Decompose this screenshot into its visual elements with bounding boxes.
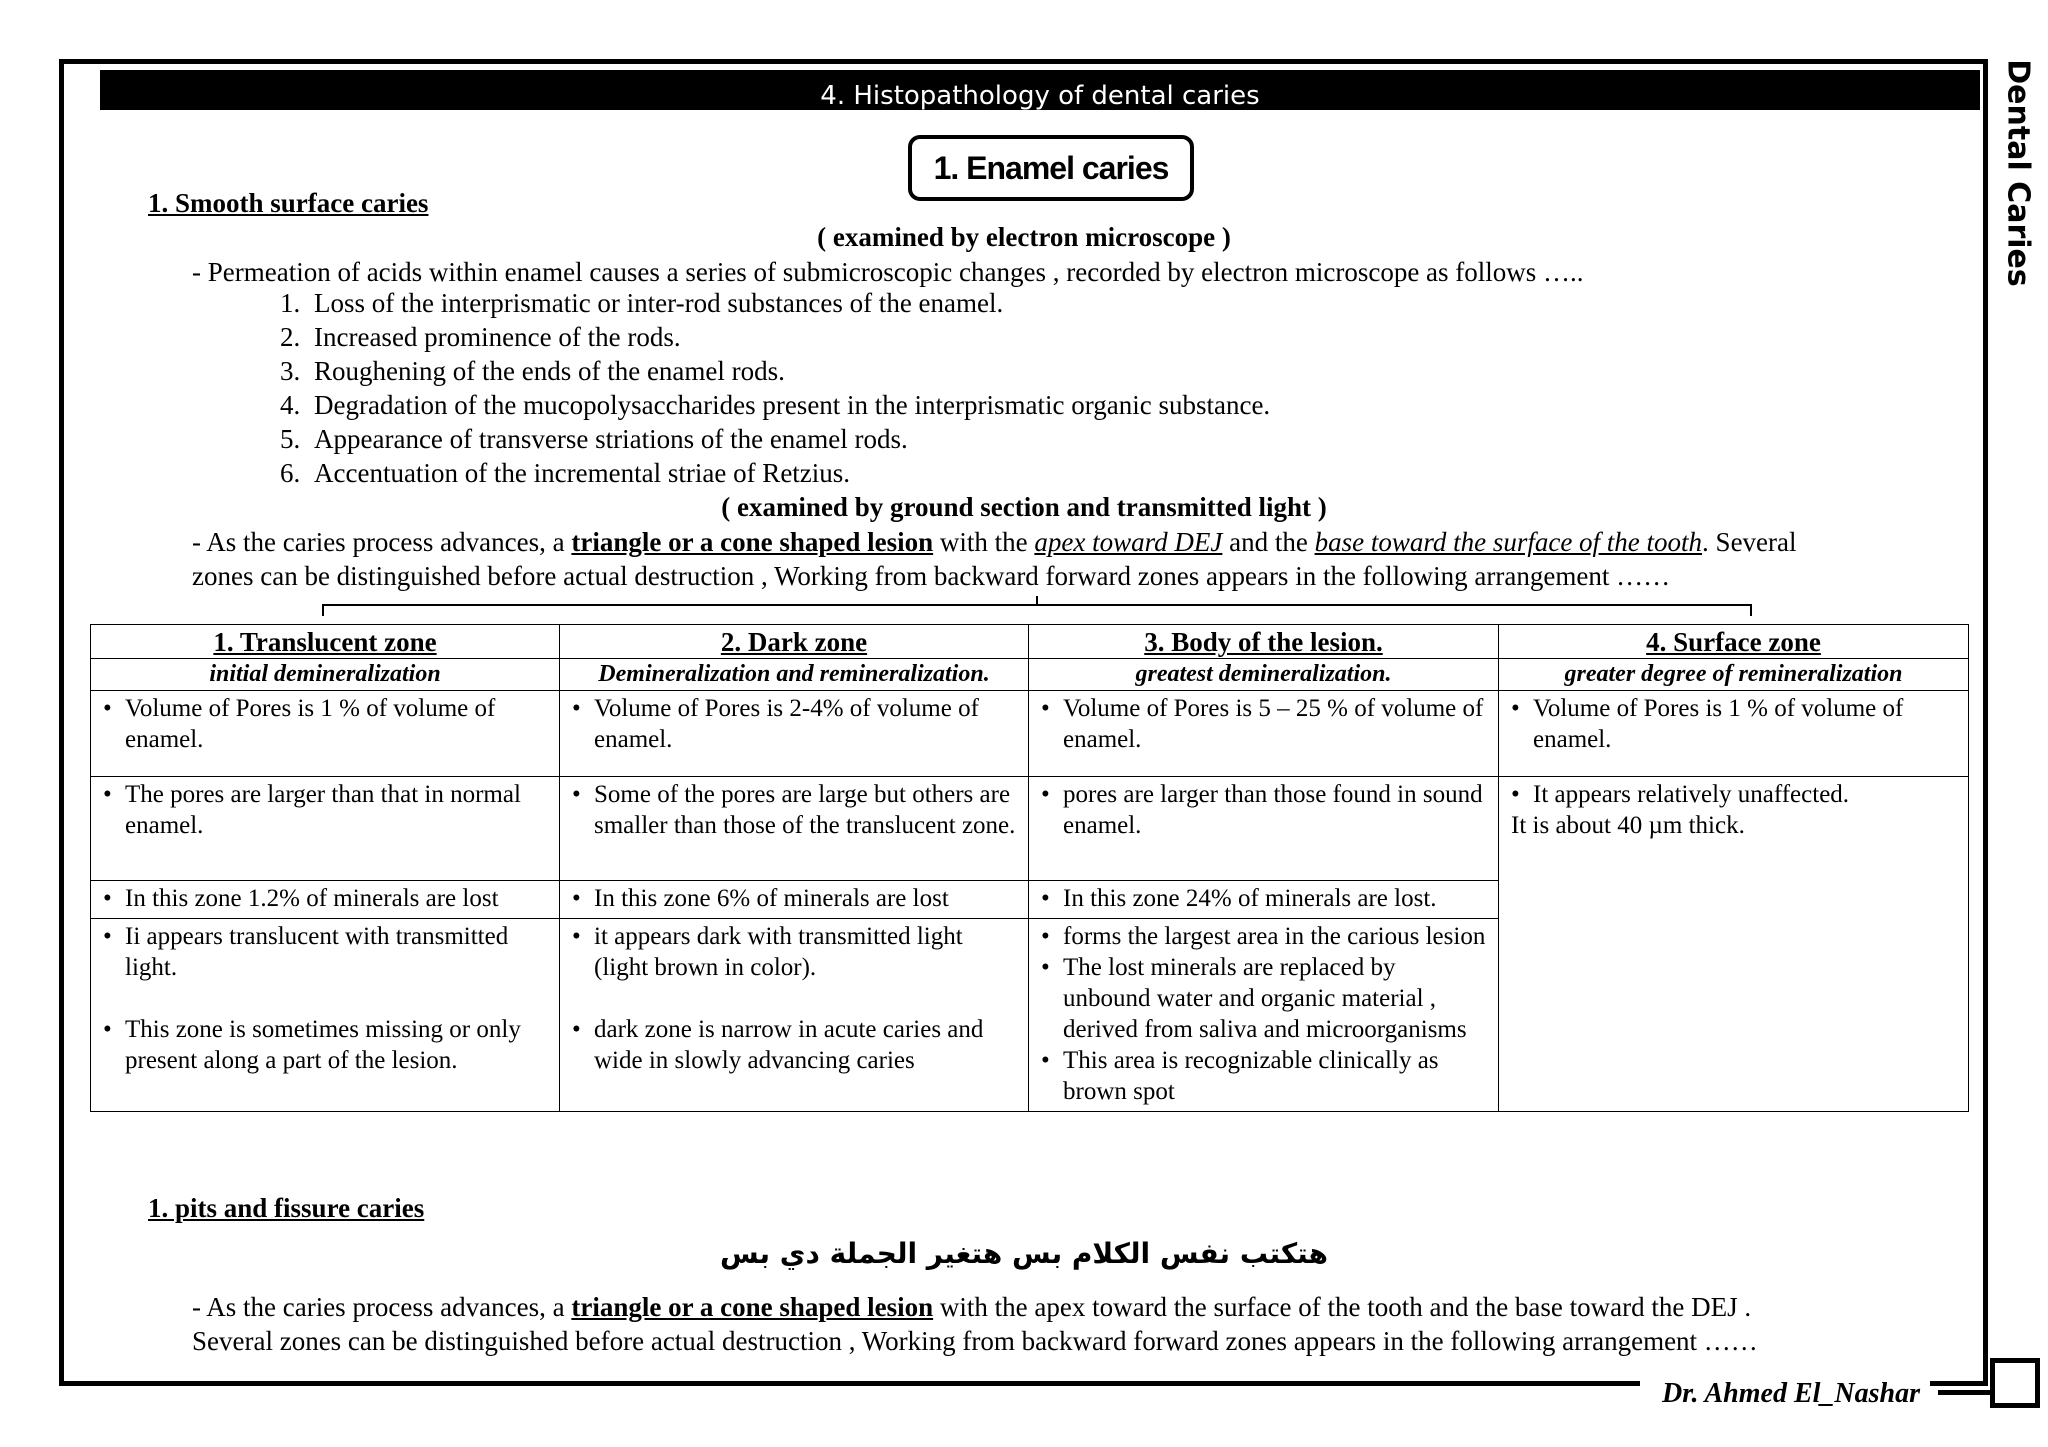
zone-header-body: 3. Body of the lesion. — [1029, 625, 1499, 659]
arabic-note: هتكتب نفس الكلام بس هتغير الجملة دي بس — [719, 1237, 1329, 1270]
zones-bracket-tick — [1036, 596, 1038, 606]
base-emphasis: base toward the surface of the tooth — [1314, 527, 1703, 557]
surface-zone-cell: • It appears relatively unaffected. It is about 40 µm thick. — [1499, 777, 1969, 1112]
ground-section-note: ( examined by ground section and transmitted light ) — [721, 492, 1327, 522]
table-cell: • In this zone 1.2% of minerals are lost — [91, 881, 560, 919]
table-cell: • The pores are larger than that in normal enamel. — [91, 777, 560, 881]
zone-subheader-dark: Demineralization and remineralization. — [560, 659, 1029, 691]
pits-fissure-heading: 1. pits and fissure caries — [148, 1193, 425, 1223]
table-cell: • Volume of Pores is 1 % of volume of enamel. — [1499, 691, 1969, 777]
table-cell: • In this zone 6% of minerals are lost — [560, 881, 1029, 919]
side-title: Dental Caries — [2000, 59, 2036, 287]
apex-emphasis: apex toward DEJ — [1034, 527, 1223, 557]
table-cell: • Volume of Pores is 2-4% of volume of enamel. — [560, 691, 1029, 777]
section-title-box — [908, 135, 1194, 201]
page-corner-box — [1990, 1358, 2040, 1408]
zone-subheader-translucent: initial demineralization — [91, 659, 560, 691]
list-item: 3. Roughening of the ends of the enamel rods. — [280, 356, 785, 386]
author-name: Dr. Ahmed El_Nashar — [1640, 1378, 1930, 1410]
zone-header-translucent: 1. Translucent zone — [91, 625, 560, 659]
section-title: 1. Enamel caries — [933, 150, 1169, 186]
zone-header-surface: 4. Surface zone — [1499, 625, 1969, 659]
list-item: 1. Loss of the interprismatic or inter-rod substances of the enamel. — [280, 288, 1004, 318]
list-item: 4. Degradation of the mucopolysaccharides present in the interprismatic organic substance. — [280, 390, 1271, 420]
table-cell: • Some of the pores are large but others are smaller than those of the translucent zone. — [560, 777, 1029, 881]
pits-lesion-emphasis: triangle or a cone shaped lesion — [571, 1292, 934, 1322]
table-cell: • Volume of Pores is 5 – 25 % of volume of enamel. — [1029, 691, 1499, 777]
smooth-surface-heading: 1. Smooth surface caries — [148, 188, 429, 218]
footer-connector-line — [1938, 1390, 1992, 1395]
zones-subheader-row — [91, 659, 1969, 691]
table-cell: • it appears dark with transmitted light (light brown in color). • dark zone is narrow in acute caries and wide in slowly advancing caries — [560, 919, 1029, 1112]
list-item: 2. Increased prominence of the rods. — [280, 322, 681, 352]
lesion-shape-emphasis: triangle or a cone shaped lesion — [571, 527, 934, 557]
zone-header-dark: 2. Dark zone — [560, 625, 1029, 659]
table-cell: • forms the largest area in the carious lesion • The lost minerals are replaced by unbound water and organic material , derived from saliva and microorganisms • This area is recognizable clinically as brown spot — [1029, 919, 1499, 1112]
zones-table — [90, 624, 1969, 1112]
table-row — [91, 691, 1969, 777]
zones-header-row — [91, 625, 1969, 659]
zone-subheader-surface: greater degree of remineralization — [1499, 659, 1969, 691]
table-cell: • Volume of Pores is 1 % of volume of enamel. — [91, 691, 560, 777]
table-row — [91, 777, 1969, 881]
table-cell: • Ii appears translucent with transmitted light. • This zone is sometimes missing or only present along a part of the lesion. — [91, 919, 560, 1112]
table-cell: • pores are larger than those found in sound enamel. — [1029, 777, 1499, 881]
acid-permeation-intro: - Permeation of acids within enamel causes a series of submicroscopic changes , recorded by electron microscope as follows ….. — [192, 257, 1584, 287]
list-item: 6. Accentuation of the incremental striae of Retzius. — [280, 458, 851, 488]
zone-subheader-body: greatest demineralization. — [1029, 659, 1499, 691]
list-item: 5. Appearance of transverse striations of the enamel rods. — [280, 424, 908, 454]
pits-lesion-paragraph: - As the caries process advances, a triangle or a cone shaped lesion with the apex toward the surface of the tooth and the base toward the DEJ . Several zones can be distinguished before actual destruction , Working from backward forward zones appears in the following arrangement …… — [192, 1292, 1758, 1356]
chapter-header-bar — [100, 70, 1980, 110]
chapter-title: 4. Histopathology of dental caries — [820, 81, 1260, 110]
lesion-shape-paragraph: - As the caries process advances, a triangle or a cone shaped lesion with the apex toward DEJ and the base toward the surface of the tooth. Several zones can be distinguished before actual destruction , Working from backward forward zones appears in the following arrangement …… — [192, 527, 1797, 591]
table-cell: • In this zone 24% of minerals are lost. — [1029, 881, 1499, 919]
electron-microscope-note: ( examined by electron microscope ) — [817, 222, 1231, 252]
